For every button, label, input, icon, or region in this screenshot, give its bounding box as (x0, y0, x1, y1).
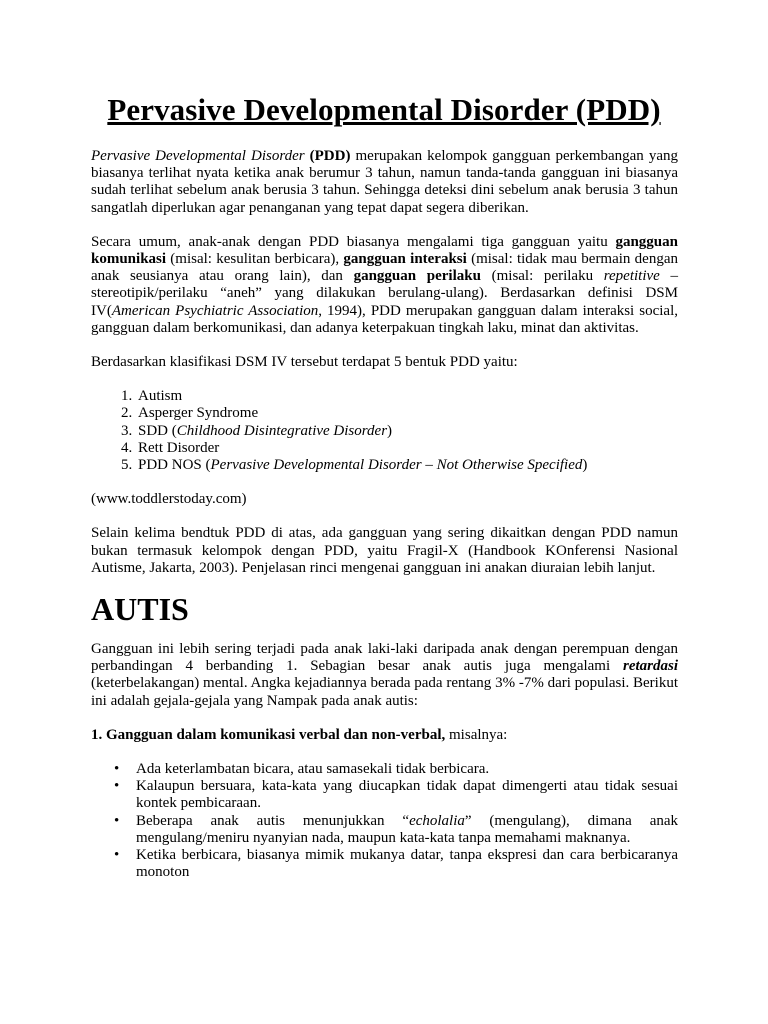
document-body (91, 148, 678, 882)
list-item (136, 457, 678, 474)
page-title: Pervasive Developmental Disorder (PDD) (107, 92, 661, 127)
text-span: ” (mengulang), dimana anak mengulang/meniru nyanyian nada, maupun kata-kata tanpa memahami maknanya. (136, 812, 679, 846)
text-span: PDD NOS ( (138, 457, 211, 474)
paragraph-klasifikasi: Berdasarkan klasifikasi DSM IV tersebut terdapat 5 bentuk PDD yaitu: (91, 354, 518, 371)
source-citation: (www.toddlerstoday.com) (91, 491, 247, 508)
term-italic: Pervasive Developmental Disorder (91, 148, 305, 164)
text-span: misalnya: (445, 726, 508, 743)
italic-span: repetitive (603, 268, 660, 285)
text-span: (misal: perilaku (480, 268, 604, 285)
section-title-autis: AUTIS (91, 591, 189, 628)
text-span: Gangguan ini lebih sering terjadi pada anak laki-laki daripada anak dengan perempuan dengan perbandingan 4 berbanding 1. Sebagian besar anak autis juga mengalami (91, 641, 678, 675)
italic-span: Pervasive Developmental Disorder – Not Otherwise Specified (210, 457, 583, 474)
italic-span: American Psychiatric Association (111, 302, 319, 319)
paragraph-intro (91, 148, 678, 217)
text-span: ) (387, 422, 393, 439)
text-span: Secara umum, anak-anak dengan PDD biasanya mengalami tiga gangguan yaitu (91, 233, 616, 250)
text-span: (misal: tidak mau bermain dengan anak seusianya atau orang lain), dan (91, 251, 678, 285)
text-span: SDD ( (138, 422, 177, 439)
bullet-item: • Ada keterlambatan bicara, atau samasekali tidak berbicara. (136, 761, 678, 778)
italic-span: echolalia (409, 812, 465, 829)
gejala-bullet-list (91, 761, 678, 881)
list-item: 2. Asperger Syndrome (136, 405, 678, 422)
paragraph-gangguan (91, 234, 678, 337)
bold-span: gangguan interaksi (343, 251, 467, 268)
text-span: (keterbelakangan) mental. Angka kejadiannya berada pada rentang 3% -7% dari populasi. Berikut ini adalah gejala-gejala yang Nampak pada anak autis: (91, 675, 678, 709)
text-span: Beberapa anak autis menunjukkan “ (136, 812, 410, 829)
bold-span: gangguan komunikasi (91, 233, 678, 268)
text-span: ) (582, 457, 588, 474)
text-span: (misal: kesulitan berbicara), (166, 251, 344, 268)
paragraph-intro-text: merupakan kelompok gangguan perkembangan yang biasanya terlihat nyata ketika anak berumur 3 tahun, namun tanda-tanda gangguan ini biasanya sudah terlihat sebelum anak berusia 3 tahun. Sehingga deteksi dini sebelum anak berusia 3 tahun sangatlah diperlukan agar penanganan yang tepat dapat segera diberikan. (91, 148, 678, 216)
bold-italic-span: retardasi (622, 658, 678, 675)
subheading-komunikasi (91, 727, 678, 744)
text-span: – stereotipik/perilaku “aneh” yang dilakukan berulang-ulang). Berdasarkan definisi DSM IV( (91, 268, 678, 319)
bold-span: gangguan perilaku (353, 268, 481, 285)
paragraph-autis (91, 641, 678, 710)
list-item: 4. Rett Disorder (136, 440, 678, 457)
bullet-item: • Kalaupun bersuara, kata-kata yang diucapkan tidak dapat dimengerti atau tidak sesuai kontek pembicaraan. (136, 778, 678, 812)
text-span: , 1994), PDD merupakan gangguan dalam interaksi social, gangguan dalam berkomunikasi, dan adanya keterpakuan tingkah laku, minat dan aktivitas. (91, 302, 679, 336)
list-item: 1. Autism (136, 388, 678, 405)
list-item (136, 423, 678, 440)
bullet-item: • Ketika berbicara, biasanya mimik mukanya datar, tanpa ekspresi dan cara berbicaranya monoton (136, 847, 678, 881)
paragraph-fragil-x: Selain kelima bendtuk PDD di atas, ada gangguan yang sering dikaitkan dengan PDD namun bukan termasuk kelompok dengan PDD, yaitu Fragil-X (Handbook KOnferensi Nasional Autisme, Jakarta, 2003). Penjelasan rinci mengenai gangguan ini anakan diuraian lebih lanjut. (91, 525, 678, 576)
pdd-list (91, 388, 678, 474)
bold-span: 1. Gangguan dalam komunikasi verbal dan non-verbal, (91, 726, 446, 743)
term-abbr: (PDD) (309, 148, 351, 164)
bullet-item (136, 813, 678, 847)
italic-span: Childhood Disintegrative Disorder (176, 422, 388, 439)
